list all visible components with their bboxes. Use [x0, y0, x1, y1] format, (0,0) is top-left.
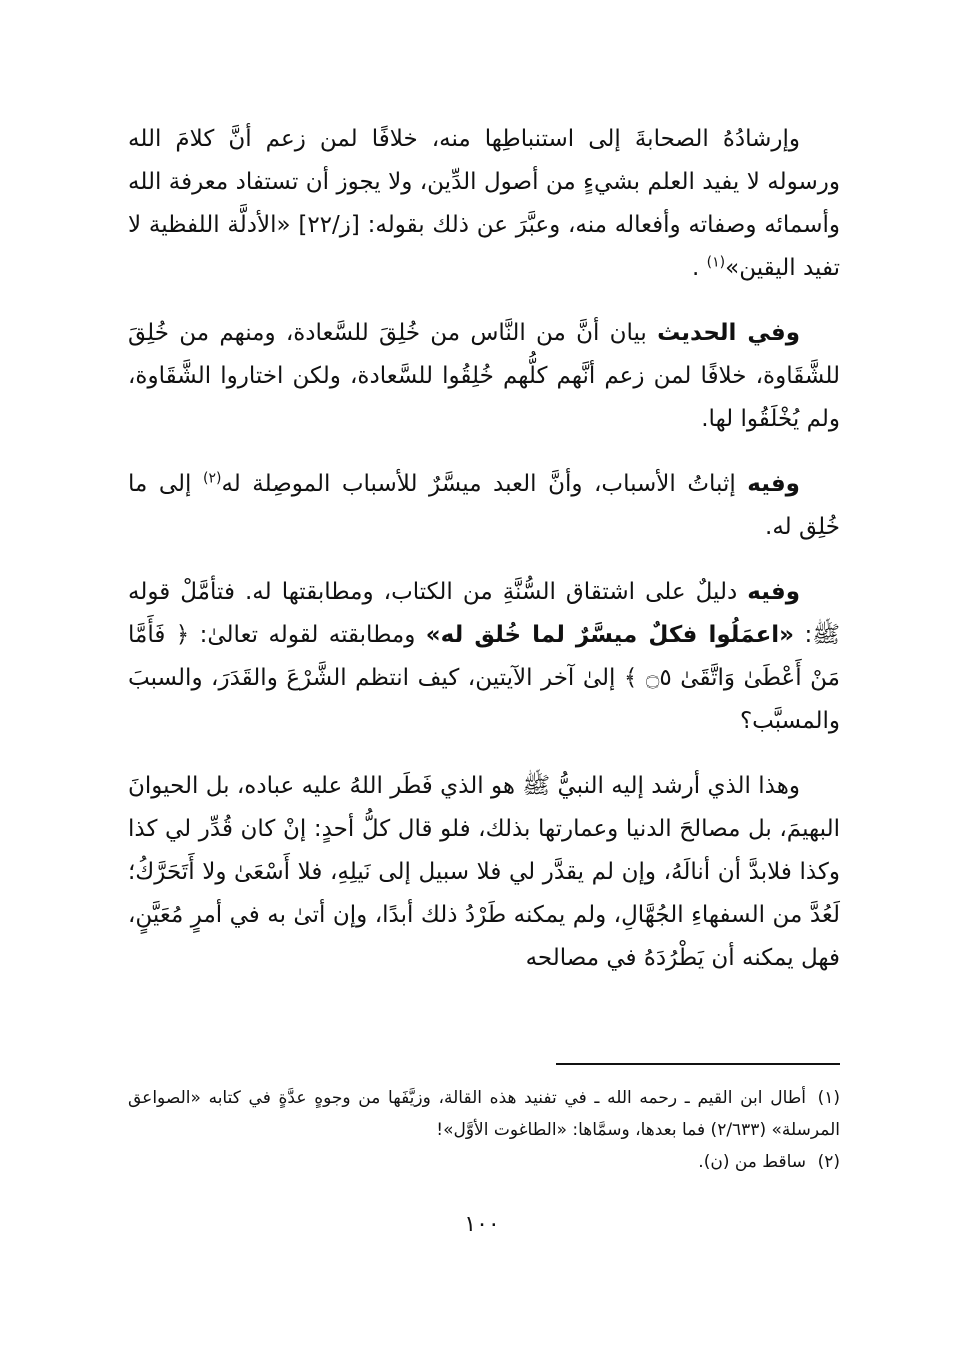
paragraph-2-text: بيان أنَّ من النَّاس من خُلِقَ للسَّعادة، ومنهم من خُلِقَ للشَّقَاوة، خلافًا لمن زعم أنَّهم كلُّهم خُلِقُوا للسَّعادة، ولكن اختاروا الشَّقَاوة، ولم يُخْلَقُوا لها.	[128, 320, 840, 432]
paragraph-4	[128, 571, 840, 743]
paragraph-1-text: وإرشادُهُ الصحابةَ إلى استنباطِها منه، خلافًا لمن زعم أنَّ كلامَ الله ورسوله لا يفيد العلم بشيءٍ من أصول الدِّين، ولا يجوز أن تستفاد معرفة الله وأسمائه وصفاته وأفعاله منه، وعبَّرَ عن ذلك بقوله: [ز/٢٢] «الأدلَّة اللفظية لا تفيد اليقين»	[128, 126, 840, 281]
page-number: ١٠٠	[464, 1212, 500, 1237]
footnote-1-number: (١)	[817, 1088, 840, 1108]
footnote-marker-2[interactable]: (٢)	[202, 470, 222, 487]
quran-verse: ﴿ فَأَمَّا مَنْ أَعْطَىٰ وَاتَّقَىٰ ۝٥ ﴾	[128, 622, 840, 691]
paragraph-1	[128, 118, 840, 290]
paragraph-4-text-2: ومطابقته لقوله تعالىٰ:	[189, 622, 426, 648]
paragraph-2	[128, 312, 840, 441]
paragraph-4-text-3: إلىٰ آخر الآيتين، كيف انتظم الشَّرْعَ والقَدَرَ، والسببَ والمسبَّب؟	[128, 665, 840, 734]
main-text	[128, 118, 840, 1002]
footnote-marker-1[interactable]: (١)	[706, 254, 726, 271]
footnote-divider	[556, 1063, 840, 1065]
paragraph-4-lead: وفيه	[747, 579, 800, 605]
paragraph-1-end: .	[692, 255, 707, 281]
paragraph-3-lead: وفيه	[747, 471, 800, 497]
paragraph-2-lead: وفي الحديث	[657, 320, 800, 346]
footnotes	[128, 1082, 840, 1178]
paragraph-4-text-1: دليلٌ على اشتقاق السُّنَّةِ من الكتاب، ومطابقتها له. فتأمَّلْ قوله ﷺ:	[128, 579, 840, 648]
paragraph-5-text: وهذا الذي أرشد إليه النبيُّ ﷺ هو الذي فَطَر اللهُ عليه عباده، بل الحيوانَ البهيمَ، بل مصالحَ الدنيا وعمارتها بذلك، فلو قال كلُّ أحدٍ: إنْ كان قُدِّر لي كذا وكذا فلابدَّ أن أنالَهُ، وإن لم يقدَّر لي فلا سبيل إلى نَيلِهِ، فلا أَسْعَىٰ ولا أَتَحَرَّكُ؛ لَعُدَّ من السفهاءِ الجُهَّالِ، ولم يمكنه طَرْدُ ذلك أبدًا، وإن أتىٰ به في أمرٍ مُعَيَّنٍ، فهل يمكنه أن يَطْرُدَهُ في مصالحه	[128, 773, 840, 971]
footnote-2	[128, 1146, 840, 1178]
paragraph-3-text-after: إلى ما خُلِق له.	[128, 471, 840, 540]
paragraph-3	[128, 463, 840, 549]
footnote-2-number: (٢)	[817, 1152, 840, 1172]
paragraph-3-text-before: إثباتُ الأسباب، وأنَّ العبد ميسَّرٌ للأسباب الموصِلة له	[221, 471, 748, 497]
footnote-2-text: ساقط من (ن).	[698, 1152, 806, 1172]
hadith-quote: «اعمَلُوا فكلٌ ميسَّرٌ لما خُلق له»	[425, 622, 795, 648]
footnote-1	[128, 1082, 840, 1146]
footnote-1-text: أطال ابن القيم ـ رحمه الله ـ في تفنيد هذه القالة، وزيَّفَها من وجوهٍ عدَّةٍ في كتابه «الصواعق المرسلة» (٢/٦٣٣) فما بعدها، وسمَّاها: «الطاغوت الأوَّل»!	[128, 1088, 840, 1140]
paragraph-5	[128, 765, 840, 980]
